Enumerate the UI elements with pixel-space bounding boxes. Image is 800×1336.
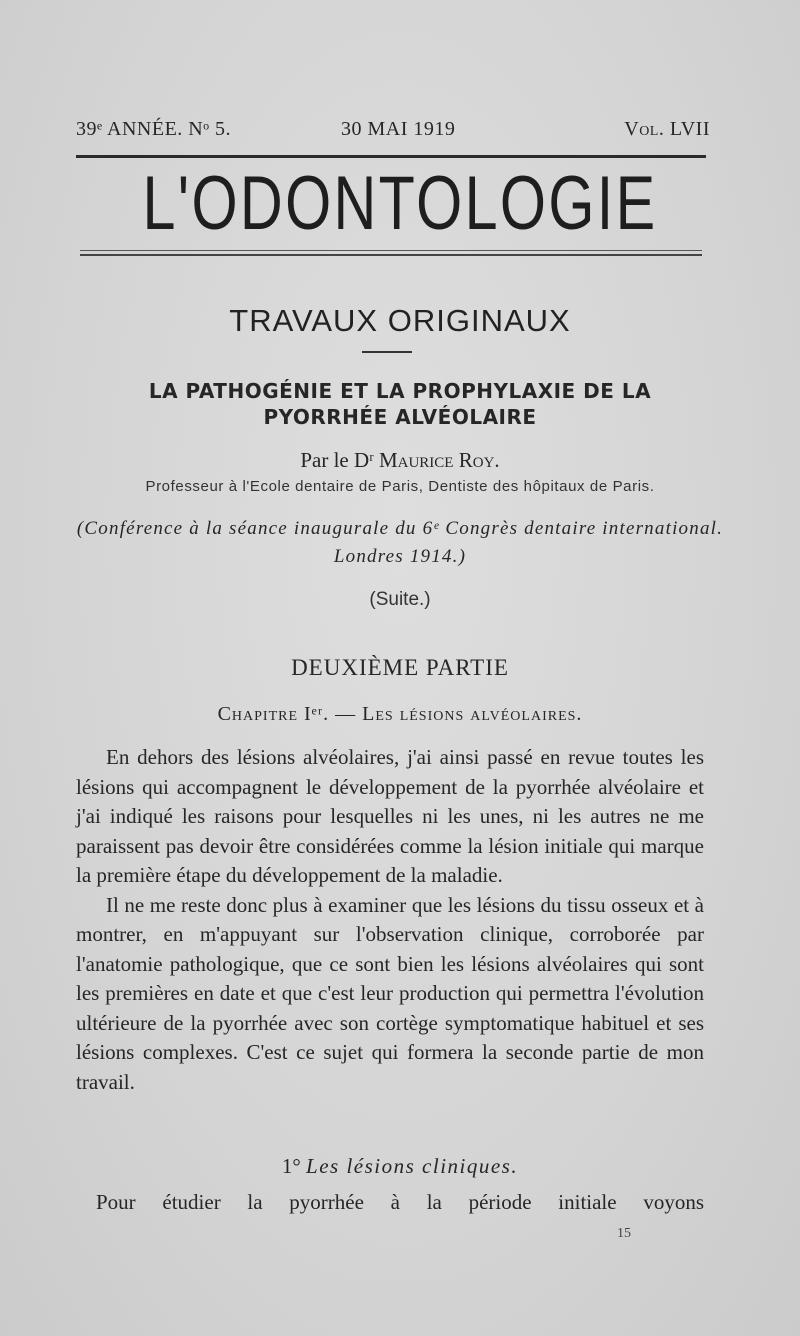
paragraph-1: En dehors des lésions alvéolaires, j'ai ainsi passé en revue toutes les lésions qui accompagnent le développement de la pyorrhée alvéolaire et j'ai indiqué les raisons pour lesquelles ni les unes, ni les autres ne me paraissent pas devoir être considérées comme la lésion initiale qui marque la première étape du développement de la maladie. bbox=[76, 745, 704, 887]
page-number: 15 bbox=[617, 1226, 631, 1241]
volume-label: Vol. LVII bbox=[624, 118, 710, 140]
subsection-number: 1° bbox=[281, 1154, 301, 1178]
title-rule-thin bbox=[80, 250, 702, 251]
issue-label: 39ᵉ ANNÉE. Nᵒ 5. bbox=[76, 118, 231, 140]
article-title-line-1: LA PATHOGÉNIE ET LA PROPHYLAXIE DE LA bbox=[148, 379, 652, 403]
part-title: DEUXIÈME PARTIE bbox=[291, 655, 509, 680]
title-rule-thick bbox=[80, 254, 702, 256]
chapter-title: Chapitre Iᵉʳ. — Les lésions alvéolaires. bbox=[217, 703, 583, 725]
section-title: TRAVAUX ORIGINAUX bbox=[229, 303, 571, 338]
conference-note: (Conférence à la séance inaugurale du 6ᵉ Congrès dentaire international. Londres 1914.) bbox=[76, 518, 724, 567]
author-name: Maurice Roy. bbox=[378, 448, 500, 472]
section-divider bbox=[362, 351, 412, 353]
header-rule bbox=[76, 155, 706, 158]
continuation-note: (Suite.) bbox=[369, 589, 431, 610]
running-header bbox=[76, 118, 710, 150]
paragraph-2: Il ne me reste donc plus à examiner que les lésions du tissu osseux et à montrer, en m'appuyant sur l'observation clinique, corroborée par l'anatomie pathologique, que ce sont bien les lésions alvéolaires qui sont les premières en date et que c'est leur production qui permettra l'évolution ultérieure de la pyorrhée avec son cortège symptomatique habituel et ses lésions complexes. C'est ce sujet qui formera la seconde partie de mon travail. bbox=[76, 892, 704, 1094]
author-prefix: Par le Dʳ bbox=[300, 448, 374, 472]
article-title-line-2: PYORRHÉE ALVÉOLAIRE bbox=[263, 405, 537, 429]
article-title bbox=[60, 378, 740, 430]
author-line bbox=[0, 448, 800, 473]
issue-date: 30 MAI 1919 bbox=[341, 118, 456, 140]
journal-title: L'ODONTOLOGIE bbox=[142, 161, 658, 246]
subsection-heading bbox=[0, 1154, 800, 1179]
paragraph-3-start: Pour étudier la pyorrhée à la période initiale voyons bbox=[96, 1190, 704, 1214]
subsection-title: Les lésions cliniques. bbox=[306, 1154, 519, 1178]
article-body bbox=[76, 743, 704, 1097]
author-affiliation: Professeur à l'Ecole dentaire de Paris, Dentiste des hôpitaux de Paris. bbox=[145, 478, 655, 495]
